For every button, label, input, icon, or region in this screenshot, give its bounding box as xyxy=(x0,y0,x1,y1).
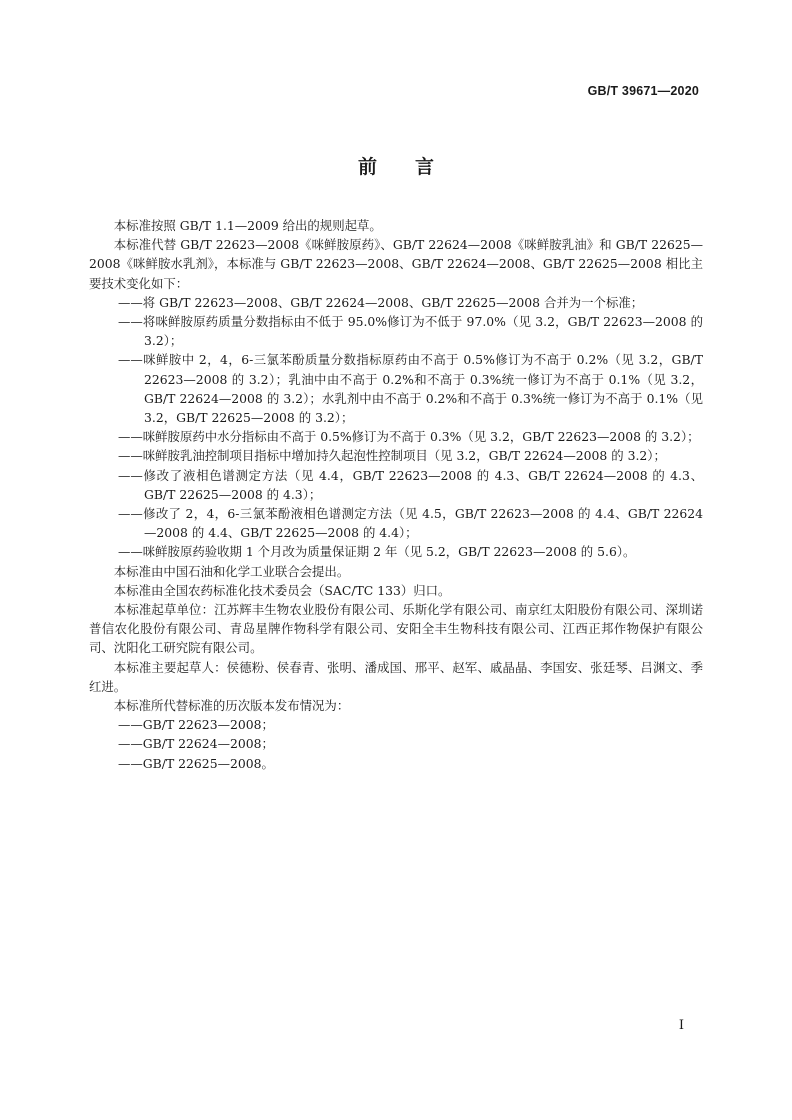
history-item: ——GB/T 22624—2008； xyxy=(118,736,274,752)
paragraph: 本标准所代替标准的历次版本发布情况为： xyxy=(113,698,350,714)
page-title: 前言 xyxy=(357,156,472,178)
change-item: ——将 GB/T 22623—2008、GB/T 22624—2008、GB/T 22625—2008 合并为一个标准； xyxy=(118,294,644,310)
change-item: ——修改了 2，4，6-三氯苯酚液相色谱测定方法（见 4.5，GB/T 22623—2008 的 4.4、GB/T 22624—2008 的 4.4、GB/T 22625—2008 的 4.4）； xyxy=(118,506,703,541)
page-number: I xyxy=(678,1018,684,1033)
change-item: ——咪鲜胺原药验收期 1 个月改为质量保证期 2 年（见 5.2，GB/T 22623—2008 的 5.6）。 xyxy=(118,544,636,560)
change-item: ——咪鲜胺乳油控制项目指标中增加持久起泡性控制项目（见 3.2，GB/T 22624—2008 的 3.2）； xyxy=(118,448,666,464)
paragraph: 本标准由全国农药标准化技术委员会（SAC/TC 133）归口。 xyxy=(113,582,451,598)
paragraph: 本标准由中国石油和化学工业联合会提出。 xyxy=(113,563,350,579)
paragraph: 本标准按照 GB/T 1.1—2009 给出的规则起草。 xyxy=(113,218,382,233)
history-item: ——GB/T 22625—2008。 xyxy=(118,755,274,771)
paragraph: 本标准主要起草人：侯德粉、侯春青、张明、潘成国、邢平、赵军、戚晶晶、李国安、张廷琴、吕渊文、季红进。 xyxy=(89,659,703,694)
paragraph: 本标准代替 GB/T 22623—2008《咪鲜胺原药》、GB/T 22624—2008《咪鲜胺乳油》和 GB/T 22625—2008《咪鲜胺水乳剂》，本标准与 GB/T 22623—2008、GB/T 22624—2008、GB/T 22625—2008 相比主要技术变化如下： xyxy=(89,237,703,291)
paragraph: 本标准起草单位：江苏辉丰生物农业股份有限公司、乐斯化学有限公司、南京红太阳股份有限公司、深圳诺普信农化股份有限公司、青岛星牌作物科学有限公司、安阳全丰生物科技有限公司、江西正邦作物保护有限公司、沈阳化工研究院有限公司。 xyxy=(89,602,703,656)
change-item: ——修改了液相色谱测定方法（见 4.4，GB/T 22623—2008 的 4.3、GB/T 22624—2008 的 4.3、GB/T 22625—2008 的 4.3）； xyxy=(118,467,703,502)
change-item: ——咪鲜胺中 2，4，6-三氯苯酚质量分数指标原药由不高于 0.5%修订为不高于 0.2%（见 3.2，GB/T 22623—2008 的 3.2）；乳油中由不高于 0.2%和不高于 0.3%统一修订为不高于 0.1%（见 3.2，GB/T 22624—2008 的 3.2）；水乳剂中由不高于 0.2%和不高于 0.3%统一修订为不高于 0.1%（见 3.2，GB/T 22625—2008 的 3.2）； xyxy=(118,352,703,426)
change-item: ——咪鲜胺原药中水分指标由不高于 0.5%修订为不高于 0.3%（见 3.2，GB/T 22623—2008 的 3.2）； xyxy=(118,429,700,445)
change-item: ——将咪鲜胺原药质量分数指标由不低于 95.0%修订为不低于 97.0%（见 3.2，GB/T 22623—2008 的 3.2）； xyxy=(118,314,703,349)
standard-code: GB/T 39671—2020 xyxy=(587,84,699,98)
history-item: ——GB/T 22623—2008； xyxy=(118,717,274,733)
document-body xyxy=(89,216,703,773)
